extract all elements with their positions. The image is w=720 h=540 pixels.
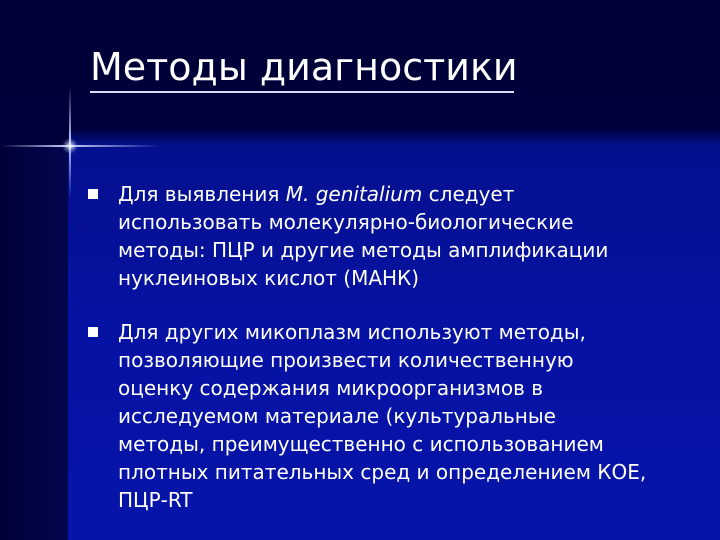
decorative-horizontal-line: [0, 145, 160, 147]
bullet-2-line-5: методы, преимущественно с использованием: [118, 432, 604, 456]
background-panel-edge: [68, 128, 720, 146]
bullet-2-line-2: позволяющие произвести количественную: [118, 348, 574, 372]
bullet-2-line-4: исследуемом материале (культуральные: [118, 404, 556, 428]
bullet-1-line-3: методы: ПЦР и другие методы амплификации: [118, 238, 609, 262]
square-bullet-icon: [88, 327, 98, 337]
bullet-2-line-6: плотных питательных сред и определением КОЕ,: [118, 460, 647, 484]
square-bullet-icon: [88, 189, 98, 199]
decorative-sparkle: [62, 138, 78, 154]
title-underline: [90, 91, 514, 93]
bullet-1-line-2: использовать молекулярно-биологические: [118, 210, 574, 234]
bullet-1-text-before: Для выявления: [118, 182, 286, 206]
bullet-1-species-name: M. genitalium: [285, 182, 423, 206]
bullet-1-text-after: следует: [422, 182, 515, 206]
bullet-item-2: [88, 318, 688, 514]
bullet-2-line-3: оценку содержания микроорганизмов в: [118, 376, 544, 400]
bullet-2-line-1: Для других микоплазм используют методы,: [118, 320, 586, 344]
bullet-list: [88, 180, 688, 514]
bullet-1-line-4: нуклеиновых кислот (МАНК): [118, 266, 420, 290]
bullet-2-line-7: ПЦР-RT: [118, 488, 193, 512]
slide-title: Методы диагностики: [90, 45, 518, 89]
bullet-1-line-1: [118, 180, 688, 208]
bullet-item-1: [88, 180, 688, 292]
background-left-strip: [0, 146, 68, 540]
